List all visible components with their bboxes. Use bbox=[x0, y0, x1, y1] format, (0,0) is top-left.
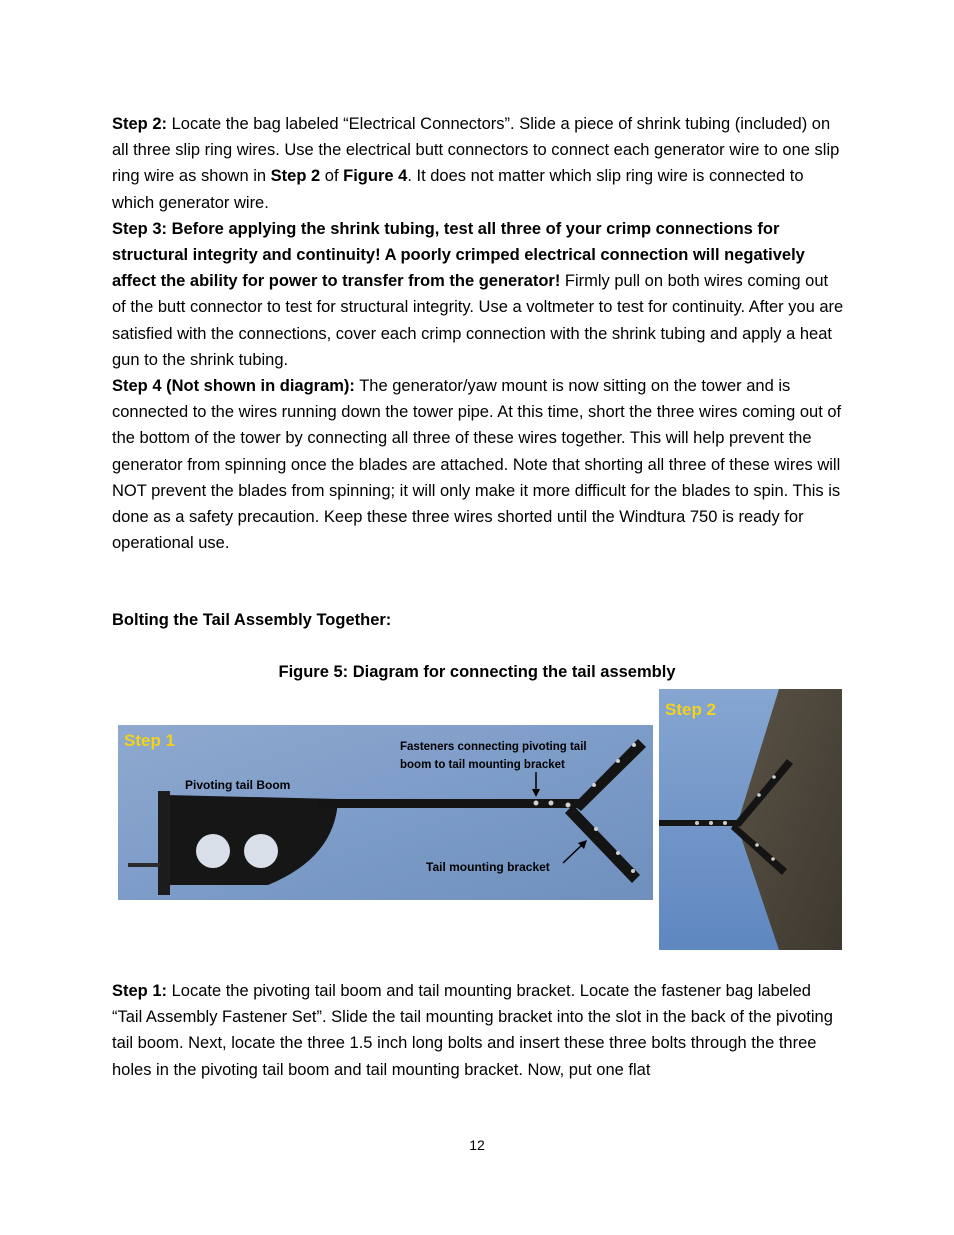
step2-paragraph: Step 2: Locate the bag labeled “Electrical Connectors”. Slide a piece of shrink tubing (included) on all three slip ring wires. Use the electrical butt connectors to connect each generator wire to one slip ring wire as shown in Step 2 of Figure 4. It does not matter which slip ring wire is connected to which generator wire. bbox=[112, 115, 840, 212]
label-fasteners-line2: boom to tail mounting bracket bbox=[400, 759, 565, 771]
label-bracket: Tail mounting bracket bbox=[426, 860, 550, 874]
step2-photo-label: Step 2 bbox=[665, 700, 717, 719]
step2-photo bbox=[659, 689, 842, 950]
step1-label: Step 1: bbox=[112, 982, 168, 1000]
boom-arm bbox=[318, 799, 580, 808]
step1-photo bbox=[118, 725, 653, 900]
step4-label: Step 4 (Not shown in diagram): bbox=[112, 377, 355, 396]
page-number: 12 bbox=[469, 1137, 485, 1153]
step4-paragraph: Step 4 (Not shown in diagram): The generator/yaw mount is now sitting on the tower and is connected to the wires running down the tower pipe. At this time, short the three wires coming out of the bottom of the tower by connecting all three of these wires together. This will help prevent the generator from spinning once the blades are attached. Note that shorting all three of these wires will NOT prevent the blades from spinning; it will only make it more difficult for the blades to spin. This is done as a safety precaution. Keep these three wires shorted until the Windtura 750 is ready for operational use. bbox=[112, 377, 842, 553]
step2-label: Step 2: bbox=[112, 115, 168, 133]
boom-hole bbox=[244, 834, 278, 868]
figure-caption: Figure 5: Diagram for connecting the tail assembly bbox=[278, 663, 676, 681]
step1-paragraph: Step 1: Locate the pivoting tail boom and tail mounting bracket. Locate the fastener bag labeled “Tail Assembly Fastener Set”. Slide the tail mounting bracket into the slot in the back of the pivoting tail boom. Next, locate the three 1.5 inch long bolts and insert these three bolts through the three holes in the pivoting tail boom and tail mounting bracket. Now, put one flat bbox=[112, 982, 833, 1079]
boom-hole bbox=[196, 834, 230, 868]
instructions-block-bottom bbox=[112, 978, 844, 1083]
label-tail-boom: Pivoting tail Boom bbox=[185, 778, 291, 792]
instructions-block-top bbox=[112, 111, 844, 556]
pivot-pin bbox=[128, 863, 160, 867]
section-heading: Bolting the Tail Assembly Together: bbox=[112, 611, 392, 629]
label-fasteners-line1: Fasteners connecting pivoting tail bbox=[400, 741, 587, 753]
pivot-hinge bbox=[158, 791, 170, 895]
step1-photo-label: Step 1 bbox=[124, 731, 176, 750]
step3-warning: Step 3: Before applying the shrink tubing, test all three of your crimp connections for structural integrity and continuity! A poorly crimped electrical connection will negatively affect the ability for power to transfer from the generator! bbox=[112, 219, 805, 291]
step3-paragraph: Step 3: Before applying the shrink tubing, test all three of your crimp connections for structural integrity and continuity! A poorly crimped electrical connection will negatively affect the ability for power to transfer from the generator! Firmly pull on both wires coming out of the butt connector to test for structural integrity. Use a voltmeter to test for continuity. After you are satisfied with the connections, cover each crimp connection with the shrink tubing and apply a heat gun to the shrink tubing. bbox=[112, 219, 844, 369]
